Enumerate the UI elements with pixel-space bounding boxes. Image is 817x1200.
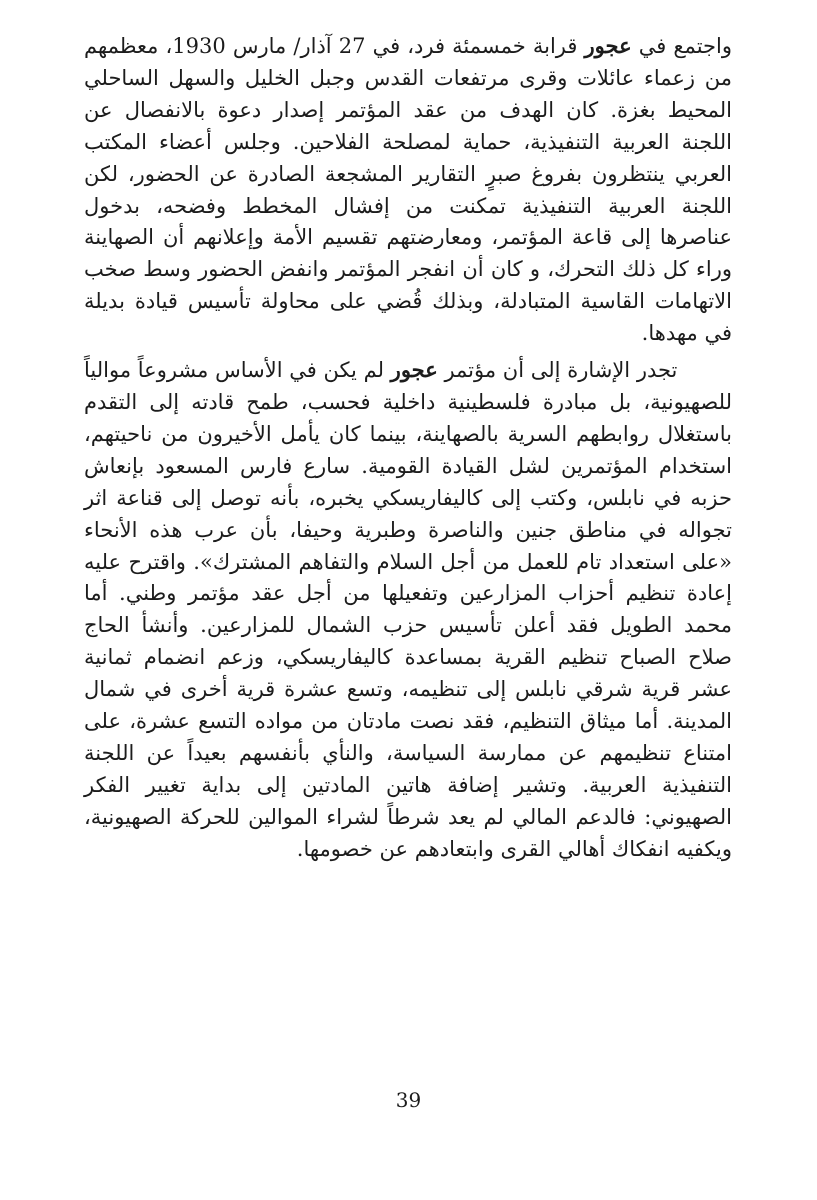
paragraph-1 (84, 30, 732, 350)
paragraph-1-text-2: قرابة خمسمئة فرد، في 27 آذار/ مارس 1930، معظمهم من زعماء عائلات وقرى مرتفعات القدس وجبل الخليل والسهل الساحلي المحيط بغزة. كان الهدف من عقد المؤتمر إصدار دعوة بالانفصال عن اللجنة العربية التنفيذية، حماية لمصلحة الفلاحين. وجلس أعضاء المكتب العربي ينتظرون بفروغ صبرٍ التقارير المشجعة الصادرة عن الحضور، لكن اللجنة العربية التنفيذية تمكنت من إفشال المخطط وفضحه، بدخول عناصرها إلى قاعة المؤتمر، ومعارضتهم تقسيم الأمة وإعلانهم أن الصهاينة وراء كل ذلك التحرك، و كان أن انفجر المؤتمر وانفض الحضور وسط صخب الاتهامات القاسية المتبادلة، وبذلك قُضي على محاولة تأسيس قيادة بديلة في مهدها. (84, 34, 732, 346)
paragraph-1-text-1: واجتمع في (631, 34, 732, 58)
paragraph-2 (84, 354, 732, 866)
page-number: 39 (395, 1088, 422, 1112)
paragraph-2-text-2: لم يكن في الأساس مشروعاً موالياً للصهيونية، بل مبادرة فلسطينية داخلية فحسب، طمح قادته إلى التقدم باستغلال روابطهم السرية بالصهاينة، بينما كان يأمل الأخيرون من ناحيتهم، استخدام المؤتمرين لشل القيادة القومية. سارع فارس المسعود بإنعاش حزبه في نابلس، وكتب إلى كاليفاريسكي يخبره، بأنه توصل إلى قناعة اثر تجواله في مناطق جنين والناصرة وطبرية وحيفا، بأن عرب هذه الأنحاء «على استعداد تام للعمل من أجل السلام والتفاهم المشترك». واقترح عليه إعادة تنظيم أحزاب المزارعين وتفعيلها من أجل عقد مؤتمر وطني. أما محمد الطويل فقد أعلن تأسيس حزب الشمال للمزارعين. وأنشأ الحاج صلاح الصباح تنظيم القرية بمساعدة كاليفاريسكي، وزعم انضمام ثمانية عشر قرية شرقي نابلس إلى تنظيمه، وتسع عشرة قرية أخرى في شمال المدينة. أما ميثاق التنظيم، فقد نصت مادتان من مواده التسع عشرة، على امتناع تنظيمهم عن ممارسة السياسة، والنأي بأنفسهم بعيداً عن اللجنة التنفيذية العربية. وتشير إضافة هاتين المادتين إلى بداية تغيير الفكر الصهيوني: فالدعم المالي لم يعد شرطاً لشراء الموالين للحركة الصهيونية، ويكفيه انفكاك أهالي القرى وابتعادهم عن خصومها. (84, 358, 732, 861)
bold-term-ajjur-2: عجور (390, 357, 438, 383)
body-text (84, 30, 732, 866)
bold-term-ajjur-1: عجور (584, 33, 632, 58)
paragraph-2-text-1: تجدر الإشارة إلى أن مؤتمر (437, 358, 678, 383)
